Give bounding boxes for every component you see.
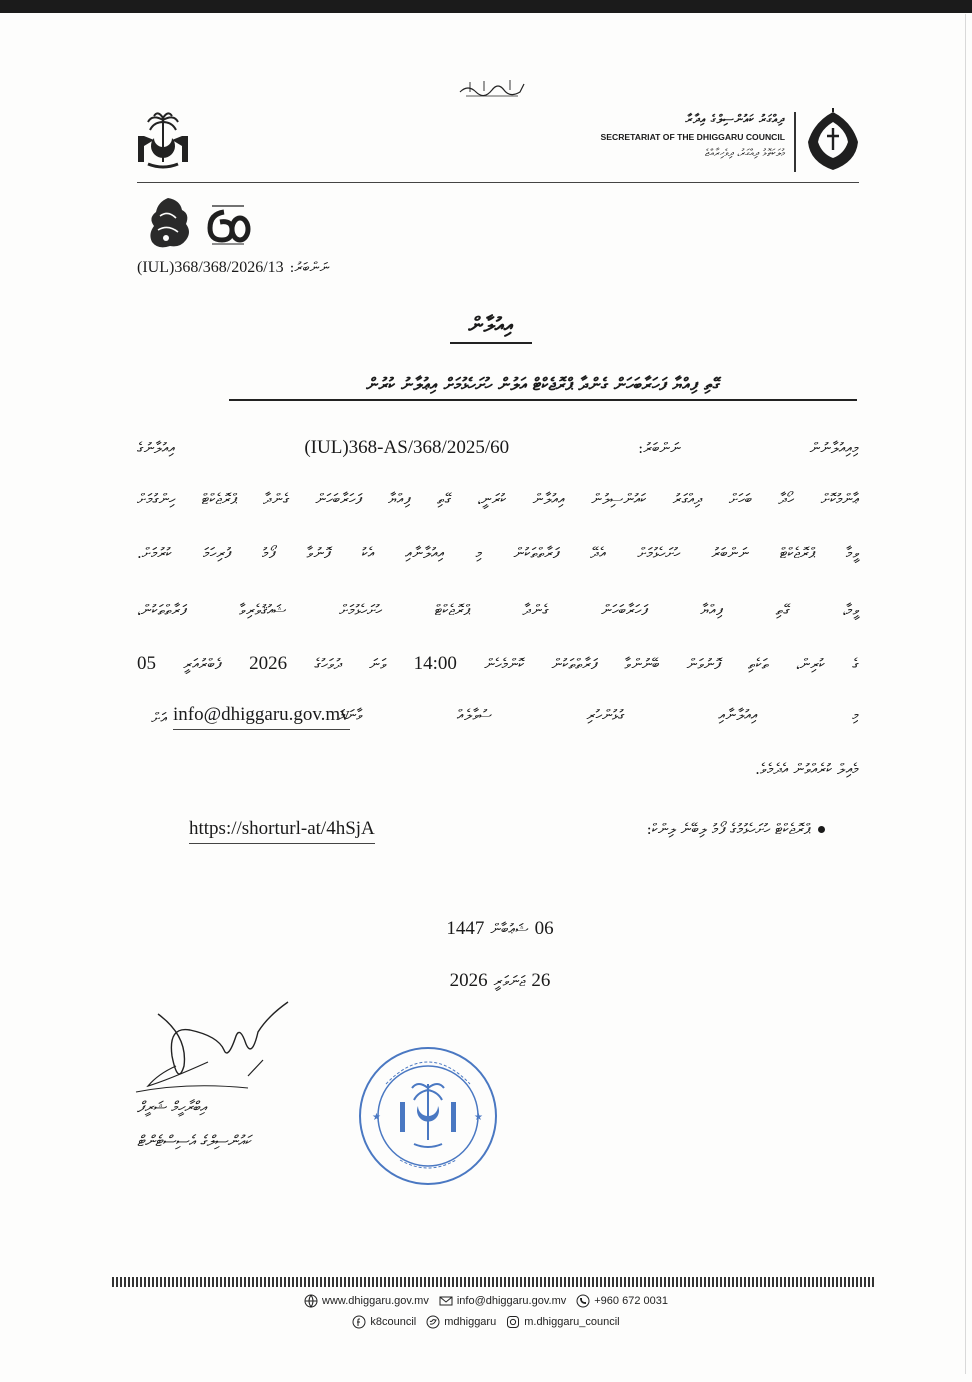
footer-facebook-item[interactable]	[352, 1315, 416, 1329]
mail-icon	[439, 1294, 453, 1308]
hijri-day: 06	[534, 918, 554, 939]
hijri-year: 1447	[446, 918, 485, 939]
council-letterhead	[585, 112, 785, 159]
paragraph-2: ވީމާ، ގޭތި ފިއްޔާ ފަހަރާބަހަން ގެންދާ ޕްރޮޖެކްޓް ހުށަހެޅުމަށް ޝައުޤުވެރިވާ ފަރާތްތަކުން،	[137, 601, 859, 619]
footer-instagram-item[interactable]	[506, 1315, 619, 1329]
footer-twitter: mdhiggaru	[444, 1316, 497, 1328]
paragraph-4-tail: އަށް	[151, 709, 167, 727]
deadline-tail: ގެ ކުރިން، ތަކެތި ފޮނުވަން ބޭނުންވާ ފަރާތްތަކުން ކޮންމެހެން	[484, 655, 859, 673]
deadline-year: 2026	[249, 653, 288, 674]
footer-website: www.dhiggaru.gov.mv	[322, 1295, 429, 1307]
bullet-icon	[818, 826, 825, 833]
council-name-dhivehi: ދިއްގަރު ކައުންސިލްގެ އިދާރާ	[685, 112, 785, 126]
reference-number-label: ނަންބަރު:	[289, 260, 330, 276]
sixty-anniversary-icon	[204, 200, 252, 246]
state-emblem-icon	[134, 112, 192, 174]
deadline-day: 05	[137, 653, 156, 674]
document-subject: ގޭތި ފިއްޔާ ފަހަރާބަހަން ގެންދާ ޕްރޮޖެކްޓް އަލުން ހުށަހެޅުމަށް އިޢުލާނު ކުރުން	[229, 375, 857, 401]
footer-phone-item[interactable]	[576, 1294, 668, 1308]
instagram-icon	[506, 1315, 520, 1329]
hijri-month: ޝަޢުބާން	[490, 920, 529, 938]
signatory-title: ކައުންސިލްގެ އެސިސްޓެންޓް	[137, 1132, 251, 1150]
top-border	[0, 0, 972, 13]
paragraph-3	[137, 653, 859, 675]
signatory-name: އިބްރާހީމް ޝަރީފް	[137, 1098, 207, 1116]
notice-reference-row	[137, 437, 859, 459]
notice-tail: މިއިއުލާނުން	[809, 439, 859, 457]
council-address-dhivehi: މުލަކަތޮޅު ދިއްގަރު، ދިވެހިރާއްޖެ	[705, 148, 785, 159]
scan-edge	[965, 14, 966, 1374]
footer-social-row	[0, 1315, 972, 1329]
greg-day: 26	[531, 970, 551, 991]
deadline-month: ފެބްރުއަރީ	[183, 655, 222, 673]
svg-text:★: ★	[474, 1112, 483, 1123]
header-divider	[794, 112, 796, 172]
footer-email-item[interactable]	[439, 1294, 566, 1308]
notice-number-label: ނަންބަރު:	[638, 439, 681, 457]
reference-number	[137, 259, 329, 277]
deadline-mid: ވަނަ ދުވަހުގެ	[314, 655, 387, 673]
atoll-map-icon	[146, 196, 194, 250]
document-title: އިއުލާން	[450, 312, 532, 344]
footer-email: info@dhiggaru.gov.mv	[456, 1295, 567, 1307]
twitter-icon	[426, 1315, 440, 1329]
footer-contact-row	[0, 1294, 972, 1308]
notice-label: އިއުލާނުގެ	[137, 439, 176, 457]
gregorian-date	[400, 970, 600, 992]
official-stamp-icon	[356, 1044, 500, 1188]
footer-website-item[interactable]	[304, 1294, 429, 1308]
footer-facebook: k8council	[370, 1316, 417, 1328]
footer-twitter-item[interactable]	[426, 1315, 496, 1329]
facebook-icon	[352, 1315, 366, 1329]
basmala-calligraphy	[458, 78, 528, 100]
paragraph-4-dhivehi: މި އިއުލާނާއި ގުޅުންހުރި ސުވާލެއް ވާނަމަ	[339, 706, 859, 724]
footer-rule	[112, 1277, 876, 1287]
svg-text:★: ★	[372, 1112, 381, 1123]
greg-month: ޖަނަވަރީ	[493, 972, 526, 990]
footer-phone: +960 672 0031	[594, 1295, 668, 1307]
signature-image	[128, 996, 293, 1098]
greg-year: 2026	[449, 970, 488, 991]
council-name-english: SECRETARIAT OF THE DHIGGARU COUNCIL	[600, 132, 785, 142]
bullet-text: ޕްރޮޖެކްޓް ހުށަހެޅުމުގެ ފޯމު ލިބޭނެ ލިންކް:	[646, 820, 810, 838]
paragraph-5: މެއިލް ކުރެއްވުން އެދެމެވެ.	[755, 760, 859, 778]
form-link[interactable]: https://shorturl-at/4hSjA	[189, 818, 375, 844]
paragraph-1-line-2: ވީމާ ޕްރޮޖެކްޓް ނަންބަރު ހުށަހެޅުމަށް އެދޭ ފަރާތްތަކުން މި އިއުލާނާއި އެކު ފޮނުވާ ފޯމު ފުރިހަމަ ކުރުމަށް.	[137, 544, 859, 562]
reference-number-value: (IUL)368/368/2026/13	[137, 259, 284, 276]
header-rule	[137, 182, 859, 183]
footer-instagram: m.dhiggaru_council	[524, 1316, 620, 1328]
email-link[interactable]: info@dhiggaru.gov.mv	[173, 704, 350, 730]
council-logo-icon	[802, 108, 864, 174]
deadline-time: 14:00	[413, 653, 457, 674]
paragraph-1-line-1: ޢާންމުކޮށް ހޯދާ ބަހަށް ދިއްގަރު ކައުންސިލުން އިއުލާން ކުރަނީ، ގޭތި ފިއްޔާ ފަހަރާބަހަން ގެންދާ ޕްރޮޖެކްޓް ހިންގުމަށް	[137, 490, 859, 508]
notice-number: (IUL)368-AS/368/2025/60	[304, 437, 510, 458]
hijri-date	[400, 918, 600, 940]
globe-icon	[304, 1294, 318, 1308]
phone-icon	[576, 1294, 590, 1308]
